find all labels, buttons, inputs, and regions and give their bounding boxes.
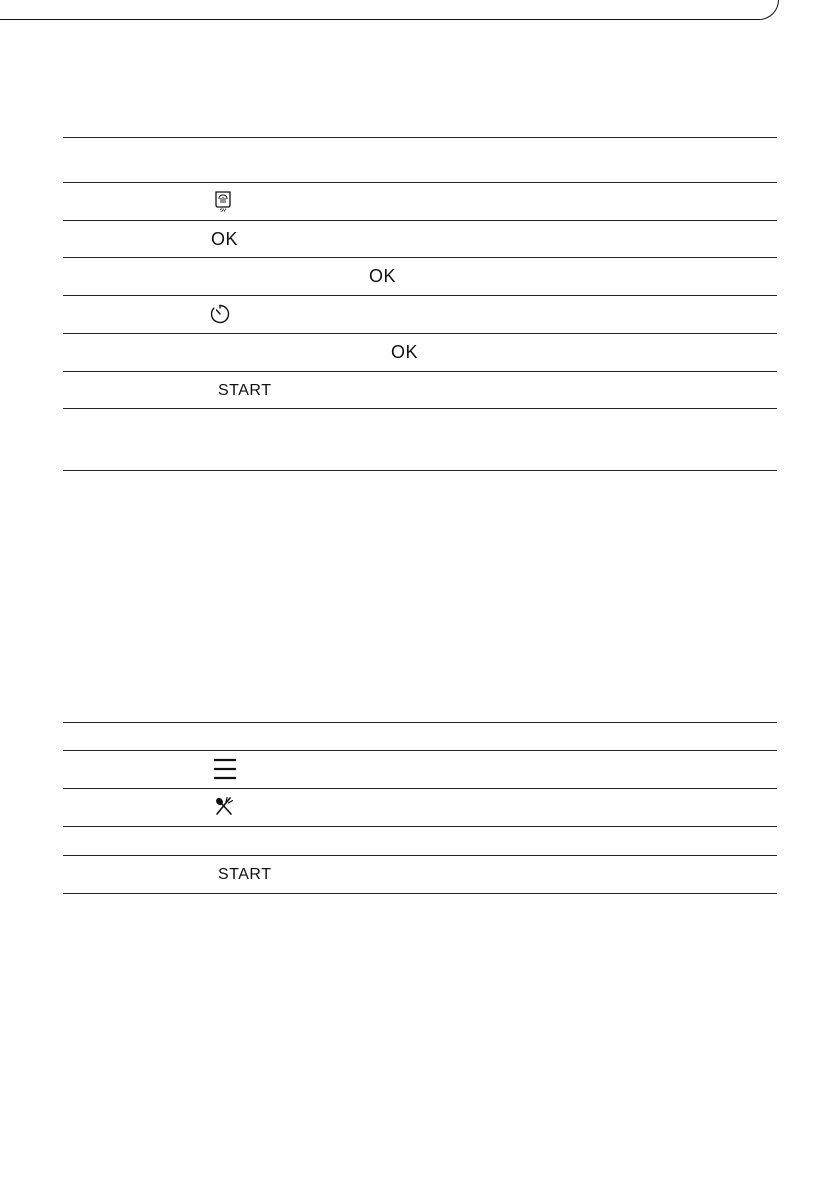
- table-1-top-rule: [63, 137, 777, 138]
- table-2-top-rule: [63, 722, 777, 723]
- start-button-symbol: START: [218, 866, 272, 883]
- table-row-divider: [63, 257, 777, 258]
- svg-text:SV: SV: [219, 207, 227, 212]
- table-row-divider: [63, 220, 777, 221]
- table-2-bottom-rule: [63, 893, 777, 894]
- table-row-divider: [63, 855, 777, 856]
- timer-icon: [209, 303, 231, 325]
- table-row-divider: [63, 182, 777, 183]
- table-row-divider: [63, 826, 777, 827]
- table-row-divider: [63, 295, 777, 296]
- ok-button-symbol: OK: [391, 341, 419, 362]
- table-row-divider: [63, 371, 777, 372]
- table-row-divider: [63, 408, 777, 409]
- page-corner-border: [0, 0, 779, 20]
- menu-icon: [213, 757, 237, 781]
- start-button-symbol: START: [218, 382, 272, 399]
- table-row-divider: [63, 333, 777, 334]
- ok-button-symbol: OK: [369, 265, 397, 286]
- table-row-divider: [63, 788, 777, 789]
- table-1-bottom-rule: [63, 470, 777, 471]
- steam-sv-icon: [214, 190, 232, 212]
- table-row-divider: [63, 750, 777, 751]
- cutlery-icon: [214, 796, 234, 816]
- ok-button-symbol: OK: [211, 228, 239, 249]
